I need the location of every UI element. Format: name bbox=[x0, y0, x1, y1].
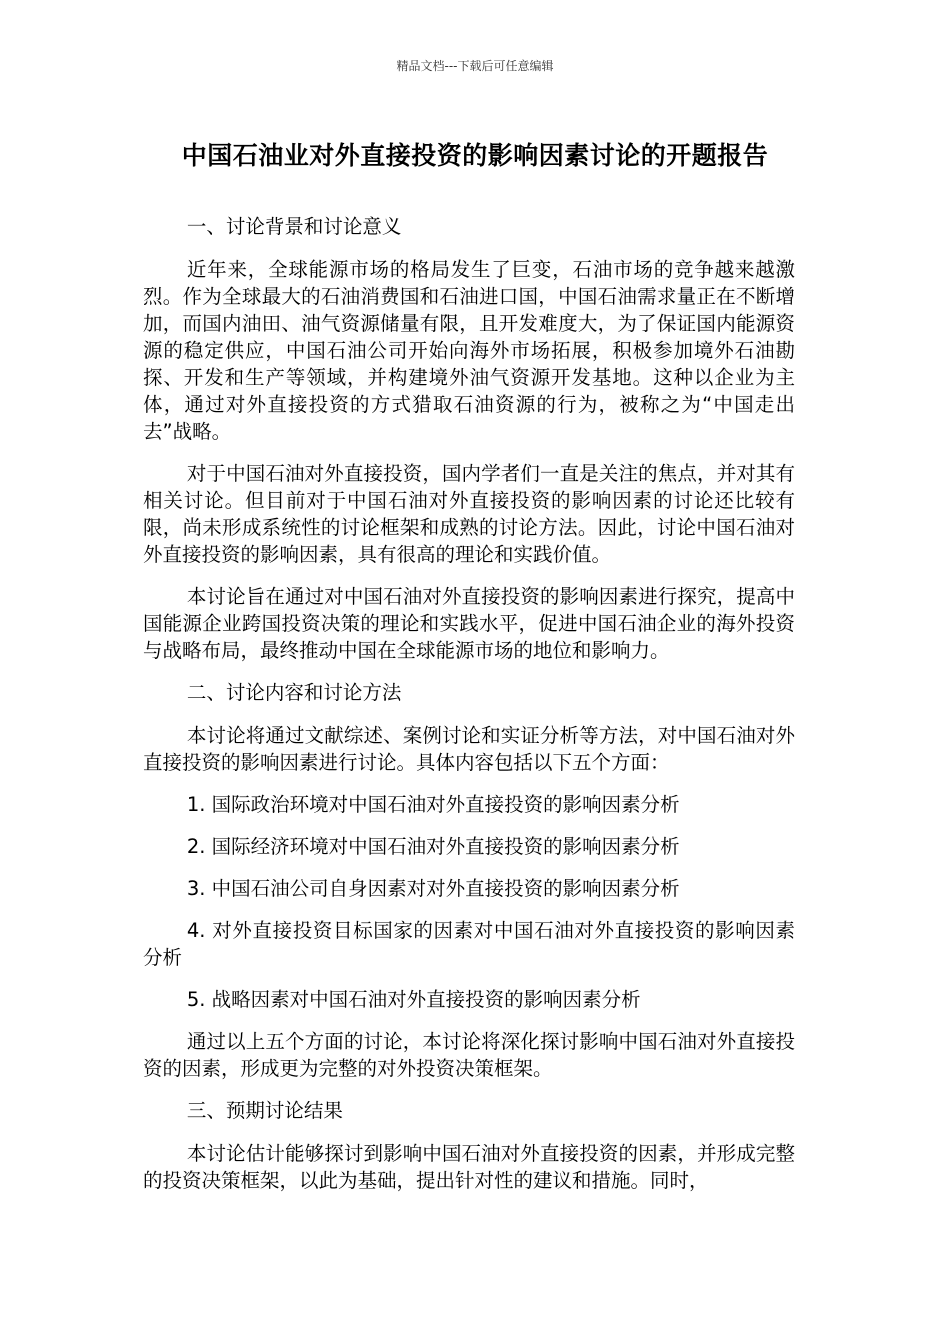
section-heading-background: 一、讨论背景和讨论意义 bbox=[186, 215, 402, 238]
paragraph-research-status: 对于中国石油对外直接投资，国内学者们一直是关注的焦点，并对其有相关讨论。但目前对于中国石油对外直接投资的影响因素的讨论还比较有限，尚未形成系统性的讨论框架和成熟的讨论方法。因此，讨论中国石油对外直接投资的影响因素，具有很高的理论和实践价值。 bbox=[143, 462, 795, 566]
document-body bbox=[143, 213, 795, 1209]
paragraph-background: 近年来，全球能源市场的格局发生了巨变，石油市场的竞争越来越激烈。作为全球最大的石油消费国和石油进口国，中国石油需求量正在不断增加，而国内油田、油气资源储量有限，且开发难度大，为了保证国内能源资源的稳定供应，中国石油公司开始向海外市场拓展，积极参加境外石油勘探、开发和生产等领域，并构建境外油气资源开发基地。这种以企业为主体，通过对外直接投资的方式猎取石油资源的行为，被称之为“中国走出去”战略。 bbox=[143, 258, 795, 443]
paragraph-methods: 本讨论将通过文献综述、案例讨论和实证分析等方法，对中国石油对外直接投资的影响因素进行讨论。具体内容包括以下五个方面： bbox=[143, 724, 795, 774]
list-item: 5. 战略因素对中国石油对外直接投资的影响因素分析 bbox=[186, 988, 641, 1011]
list-item: 2. 国际经济环境对中国石油对外直接投资的影响因素分析 bbox=[186, 835, 680, 858]
paragraph-research-aim: 本讨论旨在通过对中国石油对外直接投资的影响因素进行探究，提高中国能源企业跨国投资决策的理论和实践水平，促进中国石油企业的海外投资与战略布局，最终推动中国在全球能源市场的地位和影响力。 bbox=[143, 585, 795, 662]
paragraph-expected-results: 本讨论估计能够探讨到影响中国石油对外直接投资的因素，并形成完整的投资决策框架，以此为基础，提出针对性的建议和措施。同时， bbox=[143, 1142, 795, 1192]
section-heading-content-methods: 二、讨论内容和讨论方法 bbox=[186, 681, 402, 704]
list-item: 3. 中国石油公司自身因素对对外直接投资的影响因素分析 bbox=[186, 877, 680, 900]
document-title: 中国石油业对外直接投资的影响因素讨论的开题报告 bbox=[181, 141, 769, 170]
list-item: 1. 国际政治环境对中国石油对外直接投资的影响因素分析 bbox=[186, 793, 680, 816]
list-item: 4. 对外直接投资目标国家的因素对中国石油对外直接投资的影响因素分析 bbox=[143, 919, 795, 969]
header-note: 精品文档---下载后可任意编辑 bbox=[396, 59, 554, 73]
paragraph-summary: 通过以上五个方面的讨论，本讨论将深化探讨影响中国石油对外直接投资的因素，形成更为完整的对外投资决策框架。 bbox=[143, 1030, 795, 1080]
section-heading-expected-results: 三、预期讨论结果 bbox=[186, 1099, 343, 1122]
